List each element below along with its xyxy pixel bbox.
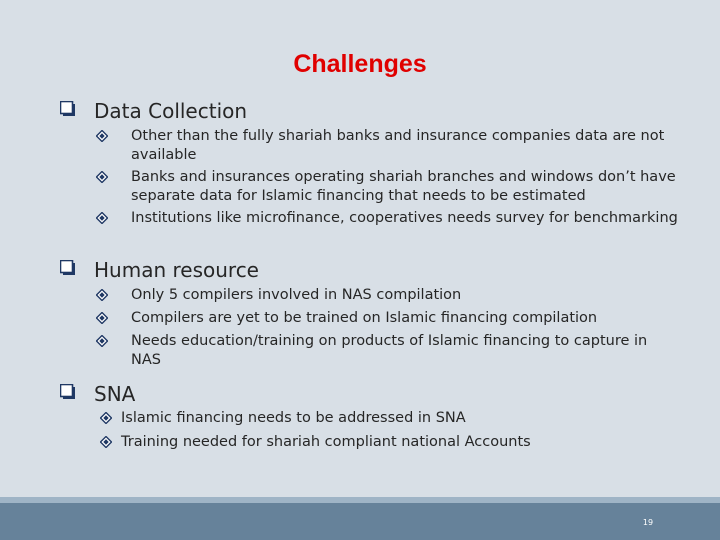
item-list bbox=[60, 286, 680, 370]
item-list bbox=[60, 127, 680, 228]
section-heading-label: SNA bbox=[94, 382, 136, 406]
section-heading bbox=[60, 382, 680, 406]
diamond-bullet-icon bbox=[100, 436, 112, 448]
section-heading-label: Data Collection bbox=[94, 99, 248, 123]
diamond-bullet-icon bbox=[96, 212, 108, 224]
list-item-text: Only 5 compilers involved in NAS compilation bbox=[131, 287, 462, 303]
diamond-bullet-icon bbox=[100, 412, 112, 424]
list-item-text: Institutions like microfinance, cooperatives needs survey for benchmarking bbox=[131, 210, 678, 226]
page-number: 19 bbox=[642, 518, 654, 527]
list-item bbox=[60, 332, 680, 370]
item-list bbox=[60, 409, 680, 452]
diamond-bullet-icon bbox=[96, 171, 108, 183]
list-item-text: Banks and insurances operating shariah branches and windows don’t have separate data for Islamic financing that needs to be estimated bbox=[131, 169, 676, 204]
checkbox-square-icon bbox=[60, 384, 75, 399]
checkbox-square-icon bbox=[60, 101, 75, 116]
diamond-bullet-icon bbox=[96, 335, 108, 347]
section-heading-label: Human resource bbox=[94, 258, 259, 282]
list-item-text: Needs education/training on products of Islamic financing to capture in NAS bbox=[131, 333, 648, 368]
slide-title: Challenges bbox=[293, 50, 427, 78]
section-heading bbox=[60, 258, 680, 282]
list-item bbox=[60, 209, 680, 228]
list-item bbox=[60, 286, 680, 305]
list-item-text: Compilers are yet to be trained on Islamic financing compilation bbox=[131, 310, 598, 326]
footer-band bbox=[0, 503, 720, 540]
diamond-bullet-icon bbox=[96, 289, 108, 301]
list-item bbox=[60, 309, 680, 328]
checkbox-square-icon bbox=[60, 260, 75, 275]
list-item bbox=[60, 409, 680, 428]
list-item-text: Training needed for shariah compliant national Accounts bbox=[121, 434, 531, 450]
list-item bbox=[60, 127, 680, 165]
section-sna bbox=[60, 382, 680, 452]
list-item bbox=[60, 168, 680, 206]
list-item-text: Islamic financing needs to be addressed in SNA bbox=[121, 410, 466, 426]
diamond-bullet-icon bbox=[96, 312, 108, 324]
diamond-bullet-icon bbox=[96, 130, 108, 142]
list-item bbox=[60, 433, 680, 452]
section-human-resource bbox=[60, 258, 680, 370]
list-item-text: Other than the fully shariah banks and insurance companies data are not available bbox=[131, 128, 665, 163]
section-heading bbox=[60, 99, 680, 123]
section-data-collection bbox=[60, 99, 680, 228]
